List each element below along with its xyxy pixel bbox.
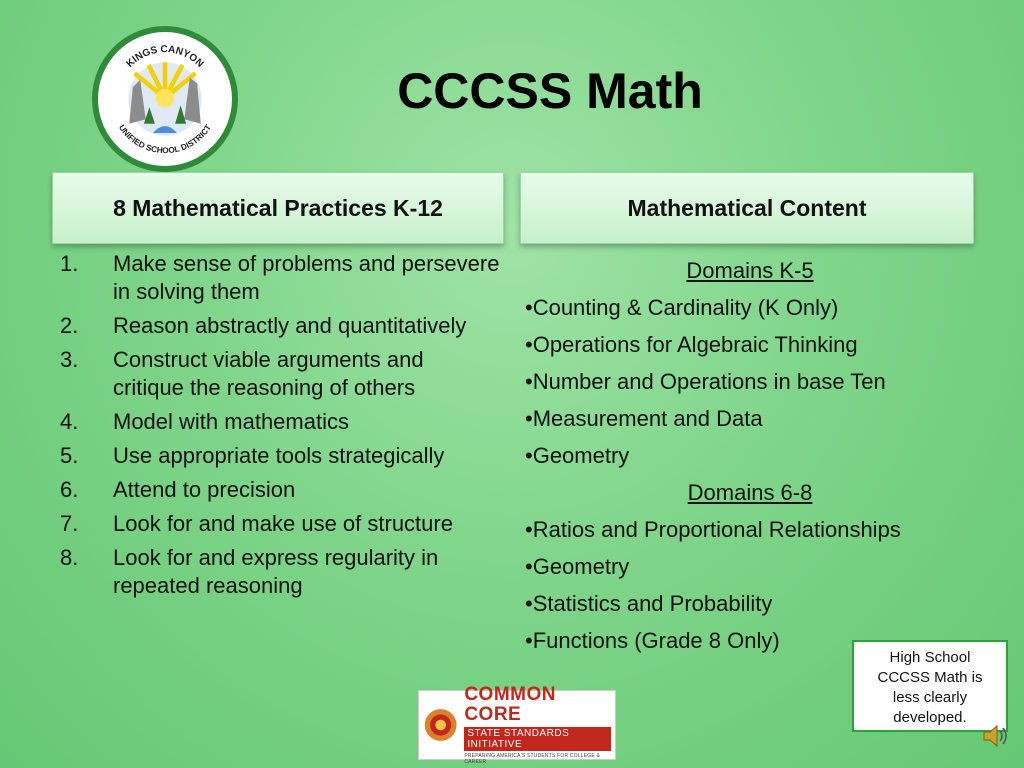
high-school-note <box>852 640 1008 732</box>
common-core-subtitle: STATE STANDARDS INITIATIVE <box>464 727 611 751</box>
list-item-number: 3. <box>60 347 79 372</box>
domain-item: •Geometry <box>525 554 630 579</box>
domain-heading-6-8: Domains 6-8 <box>687 480 813 505</box>
content-header: Mathematical Content <box>520 172 974 244</box>
domain-item: •Statistics and Probability <box>525 591 773 616</box>
list-item-number: 6. <box>60 477 79 502</box>
logo-bottom-text: UNIFIED SCHOOL DISTRICT <box>116 123 214 156</box>
note-line: developed. <box>893 709 967 726</box>
district-seal-icon <box>98 32 232 166</box>
note-line: High School <box>889 649 971 666</box>
list-item-number: 2. <box>60 313 79 338</box>
list-item-number: 5. <box>60 443 79 468</box>
list-item-text: Use appropriate tools strategically <box>113 443 445 468</box>
domain-item: •Ratios and Proportional Relationships <box>525 517 901 542</box>
list-item <box>60 476 500 504</box>
list-item <box>60 510 500 538</box>
domain-item: •Measurement and Data <box>525 406 763 431</box>
common-core-logo <box>418 684 616 765</box>
list-item-number: 4. <box>60 409 79 434</box>
domain-item: •Operations for Algebraic Thinking <box>525 332 858 357</box>
list-item-text: Model with mathematics <box>113 409 349 434</box>
list-item <box>60 346 500 402</box>
note-line: CCCSS Math is <box>877 669 983 686</box>
list-item <box>60 544 500 600</box>
speaker-icon[interactable] <box>980 722 1010 750</box>
domain-heading-k5: Domains K-5 <box>686 258 814 283</box>
list-item <box>60 312 500 340</box>
slide-title: CCCSS Math <box>397 63 703 119</box>
list-item-number: 8. <box>60 545 79 570</box>
list-item <box>60 442 500 470</box>
common-core-title: COMMON CORE <box>464 684 556 725</box>
common-core-tagline: PREPARING AMERICA'S STUDENTS FOR COLLEGE & CAREER <box>464 753 601 765</box>
domain-item: •Number and Operations in base Ten <box>525 369 886 394</box>
logo-top-text: KINGS CANYON <box>124 44 206 70</box>
list-item-number: 1. <box>60 251 79 276</box>
list-item-text: Reason abstractly and quantitatively <box>113 313 467 338</box>
district-logo <box>92 26 238 172</box>
list-item-text: Look for and express regularity in repeated reasoning <box>113 545 439 598</box>
list-item <box>60 250 500 306</box>
practices-list <box>60 250 500 606</box>
note-line: less clearly <box>892 689 968 706</box>
practices-header: 8 Mathematical Practices K-12 <box>52 172 504 244</box>
common-core-emblem-icon <box>423 705 458 745</box>
domain-item: •Geometry <box>525 443 630 468</box>
domain-item: •Counting & Cardinality (K Only) <box>525 295 839 320</box>
list-item-text: Make sense of problems and persevere in solving them <box>113 251 500 304</box>
list-item <box>60 408 500 436</box>
list-item-number: 7. <box>60 511 79 536</box>
domain-item: •Functions (Grade 8 Only) <box>525 628 780 653</box>
list-item-text: Look for and make use of structure <box>113 511 453 536</box>
list-item-text: Attend to precision <box>113 477 296 502</box>
content-list <box>525 252 975 659</box>
list-item-text: Construct viable arguments and critique the reasoning of others <box>113 347 424 400</box>
